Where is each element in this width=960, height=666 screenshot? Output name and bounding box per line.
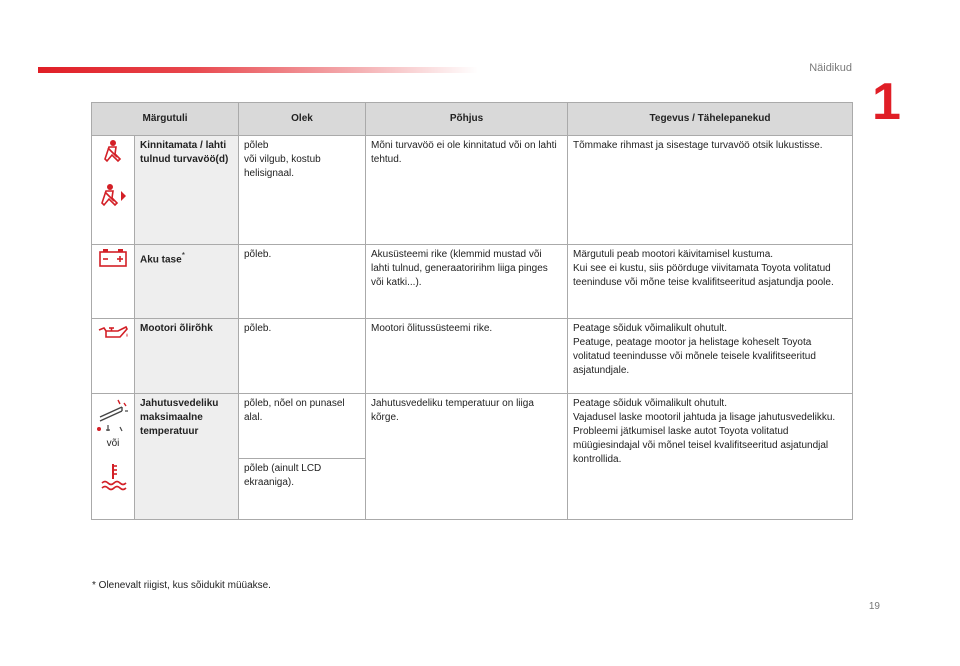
or-separator: või [106,438,120,449]
light-name: Jahutusvedeliku maksimaalne temperatuur [135,394,239,520]
coolant-gauge-icon [94,397,132,433]
battery-icon [98,248,128,268]
page-number: 19 [868,601,880,612]
light-state: põleb, nõel on punasel alal. [239,394,366,459]
column-header: Tegevus / Tähelepanekud [568,103,853,136]
light-cause: Akusüsteemi rike (klemmid mustad või lahti tulnud, generaatoririhm liiga pinges või katki...). [366,245,568,319]
light-state: põleb või vilgub, kostub helisignaal. [239,136,366,245]
light-state: põleb. [239,319,366,394]
footnote: * Olenevalt riigist, kus sõidukit müüakse. [92,580,271,591]
seatbelt-passenger-icon [98,183,128,209]
coolant-temp-icon [98,461,128,491]
light-action: Tõmmake rihmast ja sisestage turvavöö otsik lukustisse. [568,136,853,245]
table-row [92,245,853,319]
table-header-row [92,103,853,136]
light-action: Peatage sõiduk võimalikult ohutult. Vajadusel laske mootoril jahtuda ja lisage jahutusvedelikku. Probleemi jätkumisel laske autot Toyota volitatud müügiesindajal või mõnel teisel kvalifitseeritud asjatundjal kontrollida. [568,394,853,520]
icon-cell [92,136,135,245]
table-row [92,136,853,245]
table-row [92,394,853,459]
column-header: Märgutuli [92,103,239,136]
table-row [92,319,853,394]
light-name: Kinnitamata / lahti tulnud turvavöö(d) [135,136,239,245]
warning-lights-table [91,102,853,520]
chapter-number: 1 [872,73,901,131]
light-state: põleb (ainult LCD ekraaniga). [239,459,366,520]
column-header: Põhjus [366,103,568,136]
seatbelt-icon [100,139,126,165]
section-label: Näidikud [809,62,852,74]
red-gradient-bar [38,67,478,73]
light-action: Märgutuli peab mootori käivitamisel kustuma. Kui see ei kustu, siis pöörduge viivitamata Toyota volitatud teeninduse või mõne teise kvalifitseeritud asjatundja poole. [568,245,853,319]
column-header: Olek [239,103,366,136]
light-state: põleb. [239,245,366,319]
oil-can-icon [96,322,130,342]
light-action: Peatage sõiduk võimalikult ohutult. Peatuge, peatage mootor ja helistage koheselt Toyota volitatud teenindusse või mõnele teisele kvalifitseeritud asjatundjale. [568,319,853,394]
light-cause: Mootori õlitussüsteemi rike. [366,319,568,394]
light-name: Mootori õlirõhk [135,319,239,394]
icon-cell [92,394,135,520]
icon-cell [92,319,135,394]
light-cause: Mõni turvavöö ei ole kinnitatud või on lahti tehtud. [366,136,568,245]
light-name: Aku tase* [135,245,239,319]
light-cause: Jahutusvedeliku temperatuur on liiga kõrge. [366,394,568,520]
icon-cell [92,245,135,319]
